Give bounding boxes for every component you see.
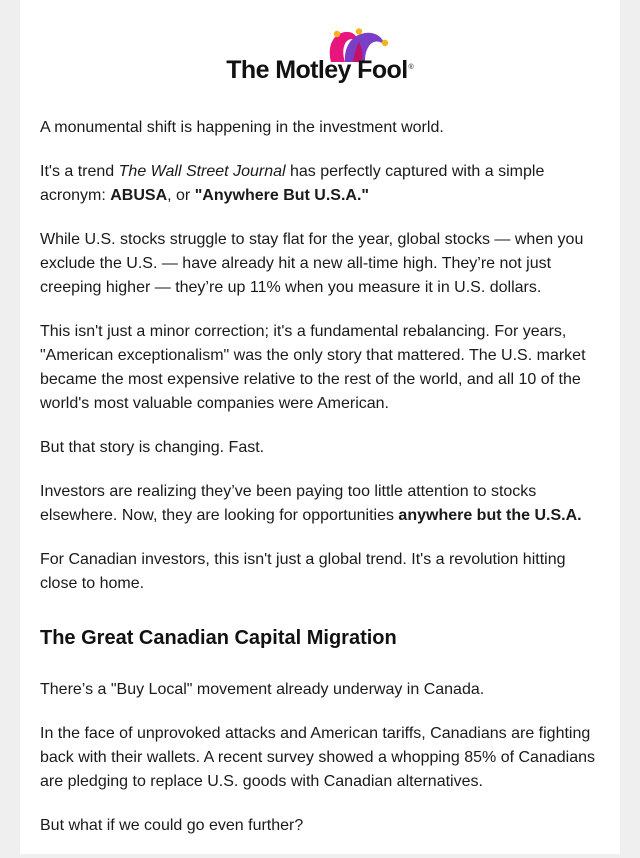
paragraph-intro: A monumental shift is happening in the investment world. (40, 119, 444, 136)
section-heading: The Great Canadian Capital Migration (40, 627, 397, 649)
paragraph-further: But what if we could go even further? (40, 817, 304, 834)
emphasis-anywhere: anywhere but the U.S.A. (398, 507, 582, 524)
article-body (40, 116, 600, 858)
email-card (20, 0, 620, 854)
acronym: ABUSA (110, 187, 168, 204)
logo-wordmark: The Motley Fool® (226, 56, 414, 84)
paragraph-tariffs: In the face of unprovoked attacks and American tariffs, Canadians are fighting back with their wallets. A recent survey showed a whopping 85% of Canadians are pledging to replace U.S. goods with Canadian alternatives. (40, 725, 595, 790)
paragraph-canadian-investors: For Canadian investors, this isn't just a global trend. It's a revolution hitting close to home. (40, 551, 566, 592)
paragraph-buy-local: There’s a "Buy Local" movement already underway in Canada. (40, 681, 485, 698)
acronym-meaning: "Anywhere But U.S.A." (194, 187, 370, 204)
paragraph-rebalancing: This isn't just a minor correction; it's a fundamental rebalancing. For years, "American exceptionalism" was the only story that mattered. The U.S. market became the most expensive relative to the rest of the world, and all 10 of the world's most valuable companies were American. (40, 323, 586, 412)
paragraph-story-changing: But that story is changing. Fast. (40, 439, 265, 456)
paragraph-investors: Investors are realizing they’ve been paying too little attention to stocks elsewhere. Now, they are looking for opportunities anywhere but the U.S.A. (40, 483, 582, 524)
paragraph-global-stocks: While U.S. stocks struggle to stay flat for the year, global stocks — when you exclude the U.S. — have already hit a new all-time high. They’re not just creeping higher — they’re up 11% when you measure it in U.S. dollars. (40, 231, 584, 296)
paragraph-abusa: It's a trend The Wall Street Journal has perfectly captured with a simple acronym: ABUSA, or "Anywhere But U.S.A." (40, 163, 545, 204)
motley-fool-logo[interactable] (20, 26, 620, 92)
source-name: The Wall Street Journal (118, 163, 286, 180)
